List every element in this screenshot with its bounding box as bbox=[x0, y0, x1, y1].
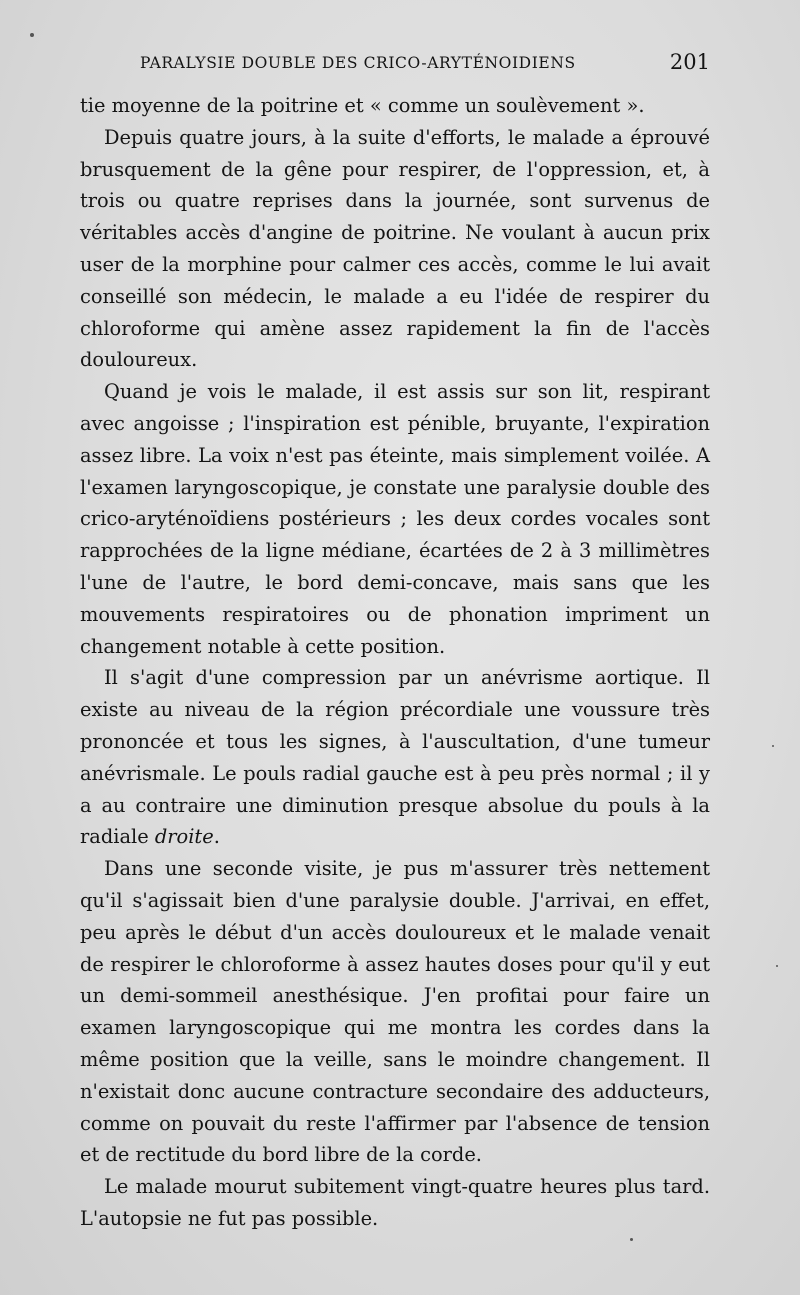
paragraph-text: Il s'agit d'une compression par un anévrisme aortique. Il existe au niveau de la région précordiale une voussure très prononcée et tous les signes, à l'auscultation, d'une tumeur anévrismale. Le pouls radial gauche est à peu près normal ; il y a au contraire une diminution presque absolue du pouls à la radiale bbox=[80, 666, 710, 849]
page-speck bbox=[630, 1238, 633, 1241]
paragraph: Le malade mourut subitement vingt-quatre heures plus tard. L'autopsie ne fut pas possible. bbox=[80, 1175, 710, 1230]
paragraph: tie moyenne de la poitrine et « comme un soulèvement ». bbox=[80, 94, 645, 117]
paragraph: Depuis quatre jours, à la suite d'efforts, le malade a éprouvé brusquement de la gêne pour respirer, de l'oppression, et, à trois ou quatre reprises dans la journée, sont survenus de véritables accès d'angine de poitrine. Ne voulant à aucun prix user de la morphine pour calmer ces accès, comme le lui avait conseillé son médecin, le malade a eu l'idée de respirer du chloroforme qui amène assez rapidement la fin de l'accès douloureux. bbox=[80, 125, 710, 372]
paragraph bbox=[80, 662, 710, 853]
paragraph-end-punctuation: . bbox=[213, 825, 220, 849]
page-speck bbox=[772, 745, 774, 747]
running-head: PARALYSIE DOUBLE DES CRICO-ARYTÉNOIDIENS bbox=[140, 54, 576, 72]
paragraph: Dans une seconde visite, je pus m'assurer très nettement qu'il s'agissait bien d'une paralysie double. J'arrivai, en effet, peu après le début d'un accès douloureux et le malade venait de respirer le chloroforme à assez hautes doses pour qu'il y eut un demi-sommeil anesthésique. J'en profitai pour faire un examen laryngoscopique qui me montra les cordes dans la même position que la veille, sans le moindre changement. Il n'existait donc aucune contracture secondaire des adducteurs, comme on pouvait du reste l'affirmer par l'absence de tension et de rectitude du bord libre de la corde. bbox=[80, 857, 710, 1167]
paragraph: Quand je vois le malade, il est assis sur son lit, respirant avec angoisse ; l'inspiration est pénible, bruyante, l'expiration assez libre. La voix n'est pas éteinte, mais simplement voilée. A l'examen laryngoscopique, je constate une paralysie double des crico-aryténoïdiens postérieurs ; les deux cordes vocales sont rapprochées de la ligne médiane, écartées de 2 à 3 millimètres l'une de l'autre, le bord demi-concave, mais sans que les mouvements respiratoires ou de phonation impriment un changement notable à cette position. bbox=[80, 380, 710, 658]
body-text bbox=[80, 90, 710, 1235]
italic-word: droite bbox=[154, 825, 214, 849]
page-header bbox=[140, 50, 710, 80]
page-number: 201 bbox=[669, 50, 710, 74]
page-speck bbox=[30, 33, 34, 37]
page-speck bbox=[776, 965, 778, 967]
